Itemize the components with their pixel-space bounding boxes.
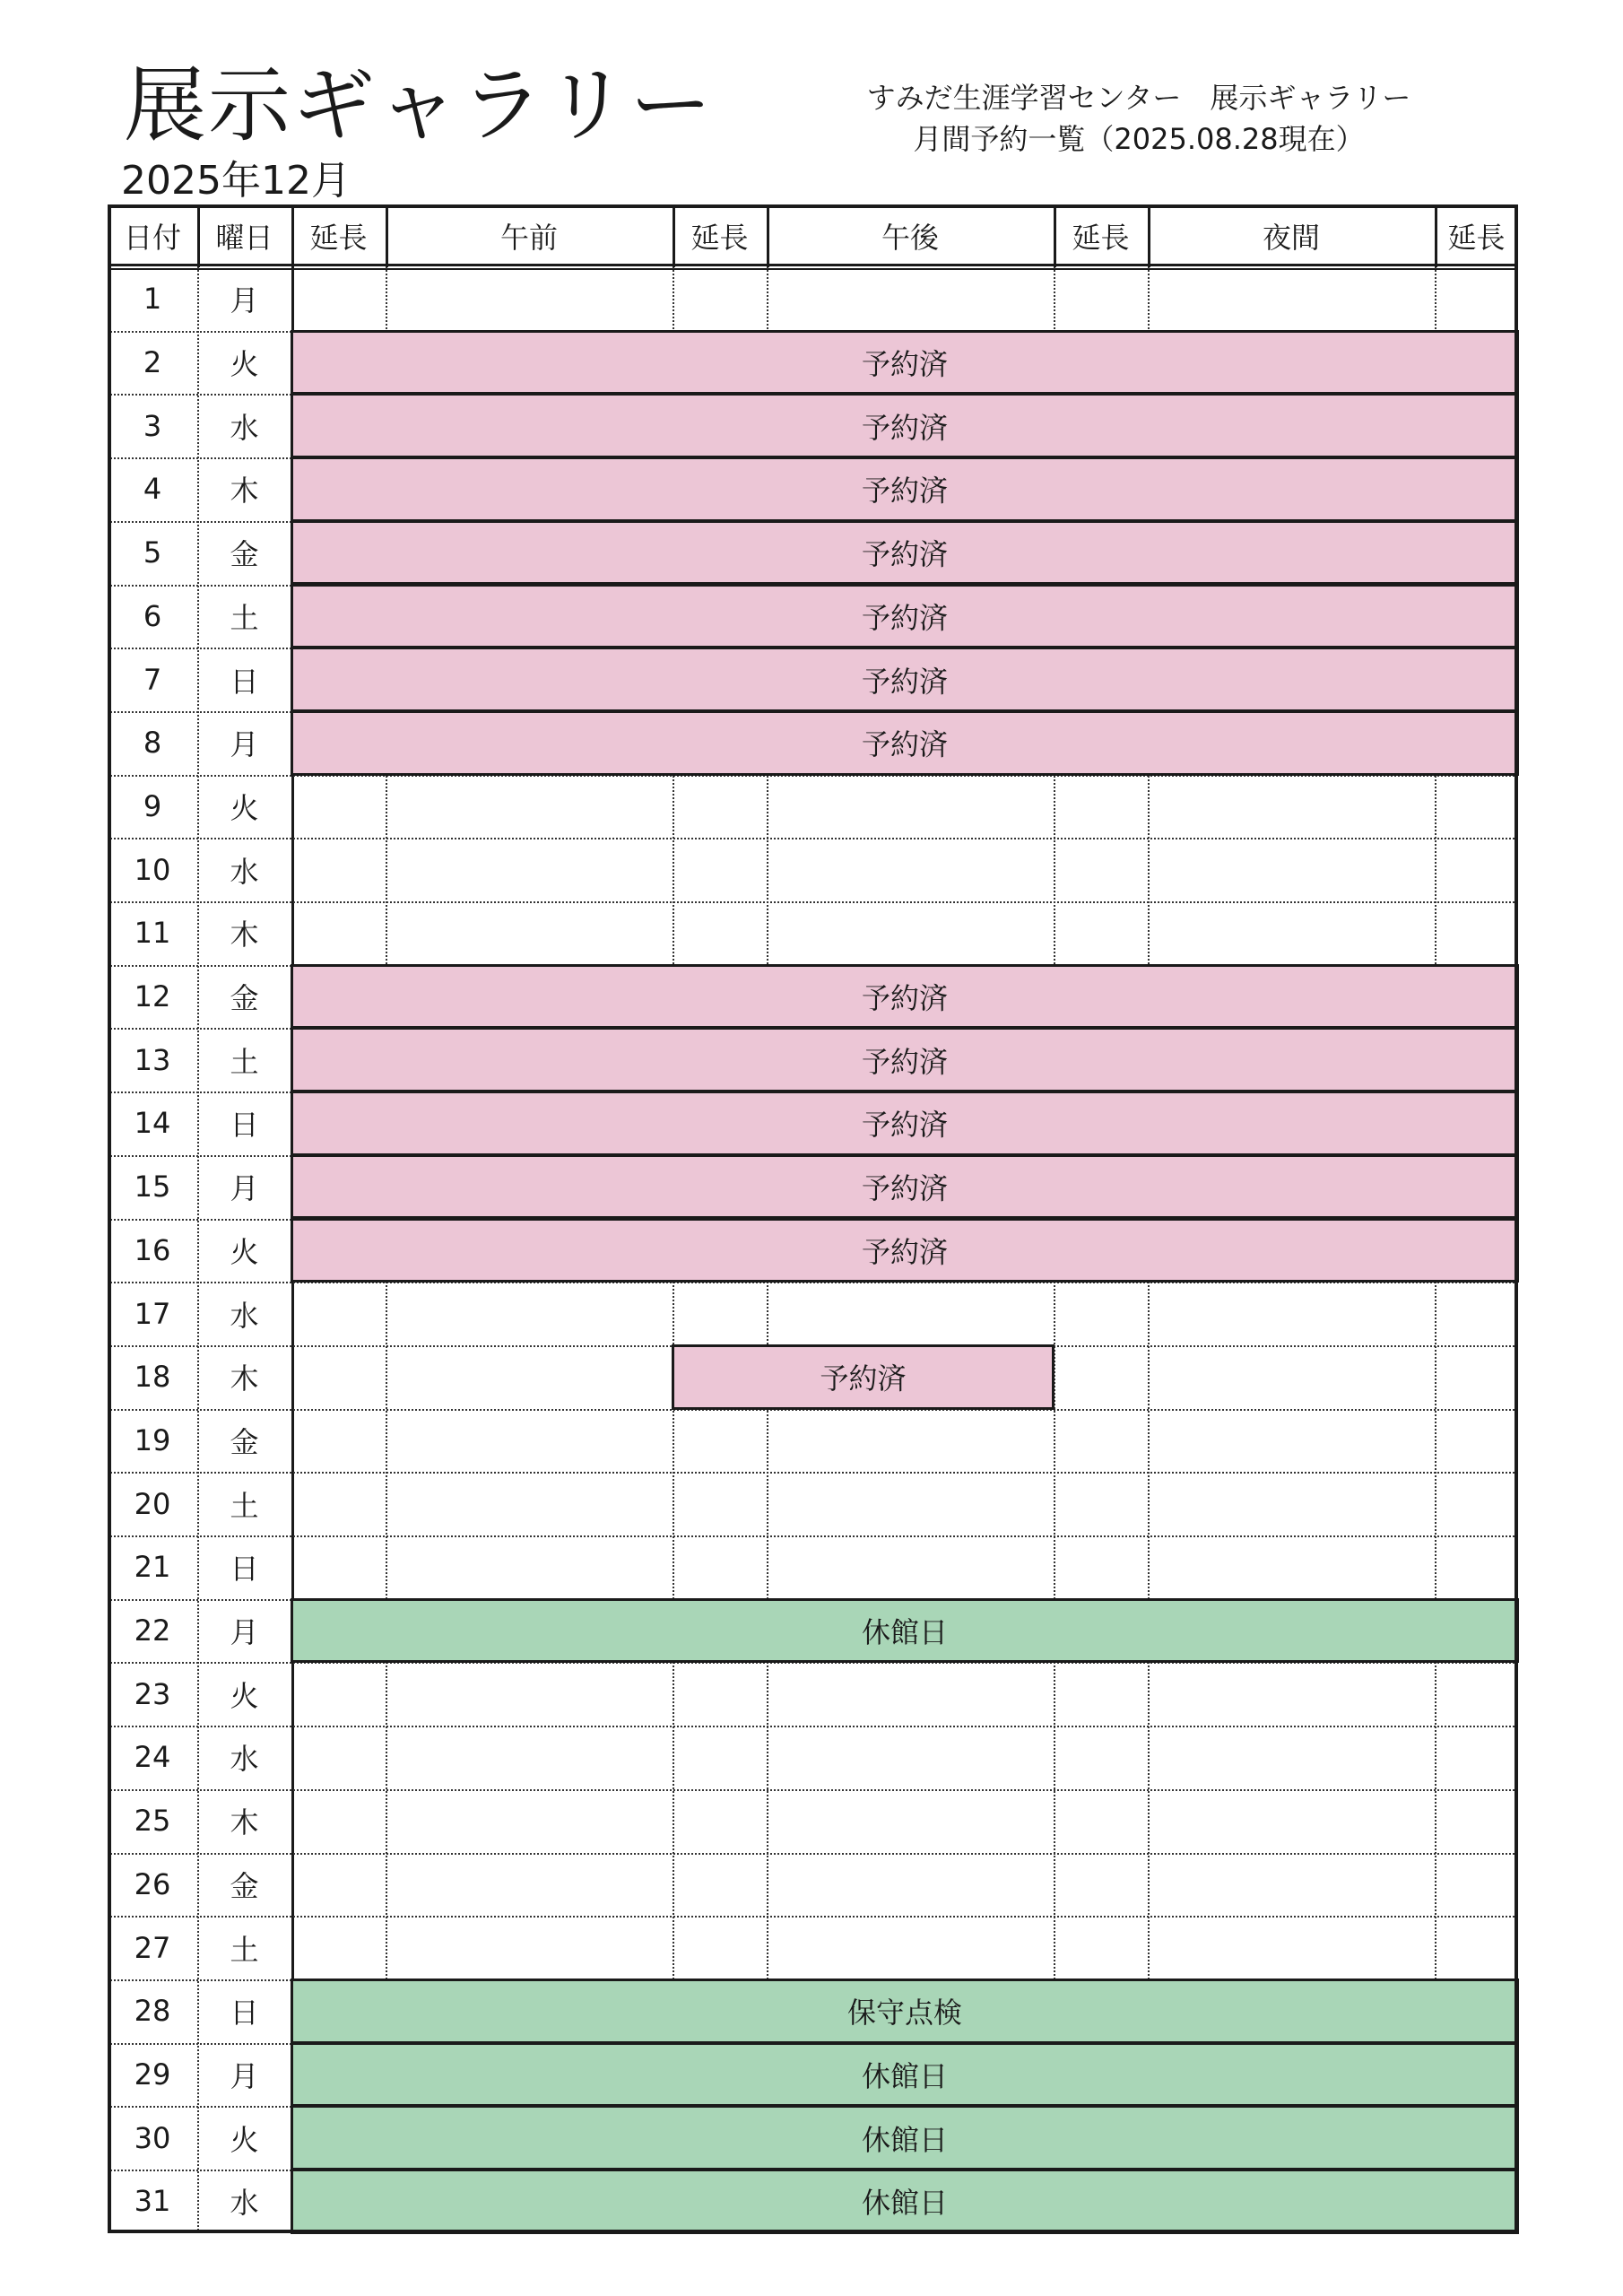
weekday: 火 — [230, 1234, 259, 1269]
weekday: 月 — [230, 727, 259, 762]
weekday: 木 — [230, 918, 259, 952]
day-number: 4 — [143, 472, 162, 507]
weekday: 水 — [230, 410, 259, 445]
booking-reserved: 予約済 — [291, 520, 1519, 586]
booking-reserved: 予約済 — [291, 964, 1519, 1030]
day-number: 5 — [143, 535, 162, 570]
day-number: 11 — [134, 916, 171, 951]
header-column-divider — [673, 204, 675, 267]
weekday: 月 — [230, 2058, 259, 2093]
booking-closed: 休館日 — [291, 2042, 1519, 2108]
row-divider — [108, 1726, 1518, 1727]
header-column-divider — [291, 204, 294, 267]
weekday: 火 — [230, 790, 259, 825]
weekday: 金 — [230, 537, 259, 572]
day-number: 6 — [143, 598, 162, 633]
day-number: 7 — [143, 662, 162, 697]
booking-reserved: 予約済 — [291, 330, 1519, 396]
booking-reserved: 予約済 — [291, 710, 1519, 776]
day-number: 21 — [134, 1550, 171, 1585]
header-column-divider — [197, 204, 200, 267]
weekday: 木 — [230, 1361, 259, 1396]
booking-closed: 休館日 — [291, 2105, 1519, 2170]
header-column-divider — [386, 204, 388, 267]
weekday: 火 — [230, 1678, 259, 1713]
weekday: 金 — [230, 1868, 259, 1903]
day-number: 29 — [134, 2057, 171, 2092]
column-header: 延長 — [309, 221, 368, 255]
day-number: 23 — [134, 1676, 171, 1711]
booking-reserved: 予約済 — [291, 1027, 1519, 1092]
weekday: 金 — [230, 981, 259, 1016]
weekday: 日 — [230, 1108, 259, 1143]
day-number: 3 — [143, 408, 162, 443]
day-number: 30 — [134, 2120, 171, 2155]
day-number: 31 — [134, 2184, 171, 2219]
weekday: 土 — [230, 600, 259, 635]
header-column-divider — [767, 204, 769, 267]
weekday: 木 — [230, 1805, 259, 1840]
booking-reserved: 予約済 — [291, 1154, 1519, 1220]
row-divider — [108, 1916, 1518, 1918]
day-number: 13 — [134, 1042, 171, 1077]
weekday: 月 — [230, 1171, 259, 1206]
row-divider — [108, 901, 1518, 903]
weekday: 水 — [230, 854, 259, 889]
column-header: 夜間 — [1262, 221, 1320, 255]
header-divider — [108, 264, 1518, 266]
day-number: 15 — [134, 1170, 171, 1205]
weekday: 土 — [230, 1932, 259, 1967]
weekday: 月 — [230, 1615, 259, 1650]
booking-reserved: 予約済 — [291, 457, 1519, 522]
day-number: 12 — [134, 979, 171, 1014]
column-header: 午後 — [881, 221, 939, 255]
row-divider — [108, 1853, 1518, 1855]
column-header: 延長 — [690, 221, 749, 255]
day-number: 26 — [134, 1866, 171, 1901]
day-number: 2 — [143, 345, 162, 380]
header-column-divider — [1054, 204, 1056, 267]
weekday: 木 — [230, 474, 259, 509]
row-divider — [108, 1472, 1518, 1474]
weekday: 日 — [230, 664, 259, 699]
day-number: 25 — [134, 1804, 171, 1839]
page-title: 展示ギャラリー — [124, 57, 715, 153]
weekday: 日 — [230, 1552, 259, 1587]
column-header: 延長 — [1072, 221, 1130, 255]
weekday: 水 — [230, 2186, 259, 2221]
row-divider — [108, 1789, 1518, 1791]
booking-maintenance: 保守点検 — [291, 1979, 1519, 2044]
day-number: 27 — [134, 1930, 171, 1965]
column-header: 日付 — [123, 221, 181, 255]
reservation-table — [108, 204, 1518, 2233]
day-number: 8 — [143, 726, 162, 761]
weekday: 金 — [230, 1424, 259, 1459]
day-number: 22 — [134, 1613, 171, 1648]
document-subtitle — [780, 77, 1497, 160]
booking-reserved: 予約済 — [672, 1344, 1055, 1410]
column-header: 延長 — [1447, 221, 1506, 255]
day-number: 18 — [134, 1360, 171, 1395]
weekday: 土 — [230, 1044, 259, 1079]
day-number: 28 — [134, 1994, 171, 2029]
booking-reserved: 予約済 — [291, 647, 1519, 712]
day-number: 1 — [143, 282, 162, 317]
booking-reserved: 予約済 — [291, 584, 1519, 649]
month-label: 2025年12月 — [121, 158, 351, 204]
weekday: 月 — [230, 283, 259, 318]
weekday: 水 — [230, 1298, 259, 1333]
day-number: 24 — [134, 1740, 171, 1775]
header-column-divider — [1148, 204, 1150, 267]
weekday: 水 — [230, 1742, 259, 1777]
subtitle-line-2: 月間予約一覧（2025.08.28現在） — [913, 122, 1365, 156]
day-number: 17 — [134, 1296, 171, 1331]
subtitle-line-1: すみだ生涯学習センター 展示ギャラリー — [866, 81, 1411, 115]
weekday: 火 — [230, 2122, 259, 2157]
weekday: 日 — [230, 1996, 259, 2031]
header-column-divider — [1435, 204, 1437, 267]
booking-reserved: 予約済 — [291, 1091, 1519, 1156]
weekday: 火 — [230, 347, 259, 382]
day-number: 19 — [134, 1422, 171, 1457]
row-divider — [108, 838, 1518, 839]
header-divider — [108, 268, 1518, 270]
day-number: 16 — [134, 1232, 171, 1267]
booking-closed: 休館日 — [291, 2169, 1519, 2234]
column-header: 曜日 — [215, 221, 273, 255]
day-number: 9 — [143, 788, 162, 823]
day-number: 10 — [134, 852, 171, 887]
weekday: 土 — [230, 1488, 259, 1523]
day-number: 20 — [134, 1486, 171, 1521]
booking-reserved: 予約済 — [291, 393, 1519, 458]
column-header: 午前 — [499, 221, 558, 255]
booking-reserved: 予約済 — [291, 1218, 1519, 1283]
booking-closed: 休館日 — [291, 1598, 1519, 1664]
row-divider — [108, 1535, 1518, 1537]
day-number: 14 — [134, 1106, 171, 1141]
